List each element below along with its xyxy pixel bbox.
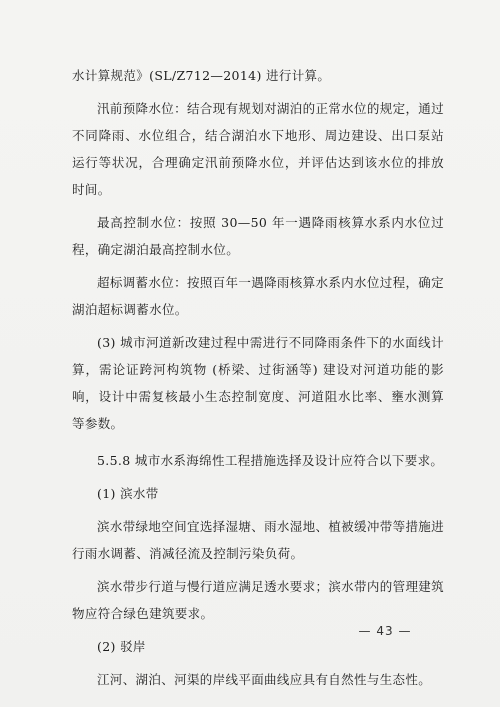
subheading-revetment: (2) 驳岸 xyxy=(97,639,146,654)
paragraph-pre-flood-level: 汛前预降水位：结合现有规划对湖泊的正常水位的规定，通过不同降雨、水位组合，结合湖泊水下地形、周边建设、出口泵站运行等状况，合理确定汛前预降水位，并评估达到该水位的排放时间。 xyxy=(72,101,444,197)
page-body xyxy=(72,62,444,693)
paragraph-shoreline: 江河、湖泊、河渠的岸线平面曲线应具有自然性与生态性。 xyxy=(97,672,432,687)
paragraph-continued-text: 水计算规范》(SL/Z712—2014) 进行计算。 xyxy=(72,68,331,83)
paragraph-excess-storage-level: 超标调蓄水位：按照百年一遇降雨核算水系内水位过程，确定湖泊超标调蓄水位。 xyxy=(72,275,444,317)
page-number: — 43 — xyxy=(358,624,412,638)
paragraph-max-control-level: 最高控制水位：按照 30—50 年一遇降雨核算水系内水位过程，确定湖泊最高控制水位。 xyxy=(72,215,444,257)
paragraph-waterfront-walkway: 滨水带步行道与慢行道应满足透水要求；滨水带内的管理建筑物应符合绿色建筑要求。 xyxy=(72,579,444,621)
paragraph-waterfront-green-space: 滨水带绿地空间宜选择湿塘、雨水湿地、植被缓冲带等措施进行雨水调蓄、消减径流及控制污染负荷。 xyxy=(72,519,444,561)
paragraph-river-water-surface: (3) 城市河道新改建过程中需进行不同降雨条件下的水面线计算，需论证跨河构筑物 (桥梁、过街涵等) 建设对河道功能的影响，设计中需复核最小生态控制宽度、河道阻水比率、壅水测算等参数。 xyxy=(72,335,444,431)
section-heading-5-5-8: 5.5.8 城市水系海绵性工程措施选择及设计应符合以下要求。 xyxy=(97,453,444,468)
subheading-waterfront-zone: (1) 滨水带 xyxy=(97,486,159,501)
